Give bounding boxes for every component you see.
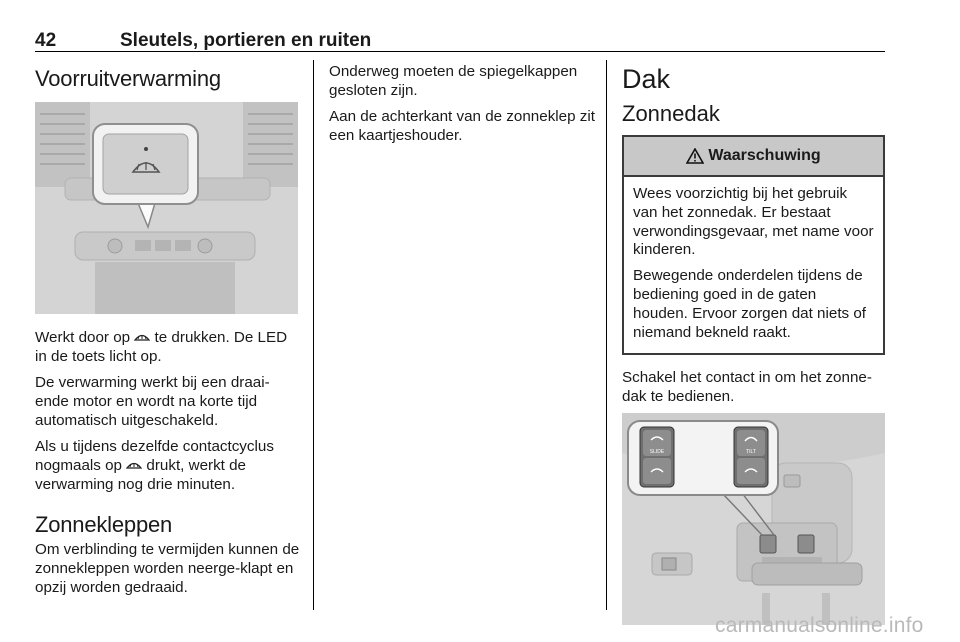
windshield-defrost-icon — [126, 459, 142, 471]
section-title-sun-visors: Zonnekleppen — [35, 512, 173, 537]
roof-console-image — [622, 413, 885, 625]
dashboard-panel-image — [35, 102, 298, 314]
warning-body — [624, 177, 883, 353]
paragraph: Onderweg moeten de spiegelkappen gesloten zijn. — [329, 63, 578, 99]
warning-paragraph: Wees voorzichtig bij het gebruik van het zonnedak. Er bestaat verwondingsgevaar, met name voor kinderen. — [633, 185, 874, 259]
paragraph: Schakel het contact in om het zonne-dak te bedienen. — [622, 369, 872, 406]
paragraph: Als u tijdens dezelfde contactcyclus nogmaals op drukt, werkt de verwarming nog drie minuten. — [35, 438, 274, 493]
column-left — [35, 62, 300, 604]
column-divider — [313, 60, 314, 610]
section-title-windshield-heating: Voorruitverwarming — [35, 66, 221, 91]
paragraph: Aan de achterkant van de zonneklep zit een kaartjeshouder. — [329, 108, 595, 144]
warning-title: Waarschuwing — [708, 147, 821, 164]
warning-paragraph: Bewegende onderdelen tijdens de bediening goed in de gaten houden. Ervoor zorgen dat niets of niemand bekneld raakt. — [633, 267, 867, 341]
warning-triangle-icon — [686, 148, 704, 164]
header-divider — [35, 51, 885, 52]
chapter-section-title: Dak — [622, 64, 671, 94]
sunroof-controls-illustration — [622, 413, 885, 625]
page-number: 42 — [35, 30, 57, 51]
paragraph: Om verblinding te vermijden kunnen de zonnekleppen worden neerge-klapt en opzij worden gedraaid. — [35, 541, 300, 596]
paragraph: De verwarming werkt bij een draai-ende motor en wordt na korte tijd automatisch uitgeschakeld. — [35, 374, 270, 429]
column-divider — [606, 60, 607, 610]
warning-header — [624, 137, 883, 177]
page-header — [35, 30, 885, 52]
windshield-heating-illustration — [35, 102, 298, 314]
section-title-sunroof: Zonnedak — [622, 101, 720, 126]
watermark: carmanualsonline.info — [715, 614, 924, 637]
tilt-label: TILT — [746, 449, 756, 456]
warning-box — [622, 135, 885, 355]
paragraph: Werkt door op te drukken. De LED in de toets licht op. — [35, 329, 288, 365]
column-right — [622, 62, 885, 625]
slide-label: SLIDE — [649, 449, 665, 456]
windshield-defrost-icon — [134, 331, 150, 343]
column-middle — [329, 62, 599, 152]
chapter-title: Sleutels, portieren en ruiten — [120, 30, 372, 51]
